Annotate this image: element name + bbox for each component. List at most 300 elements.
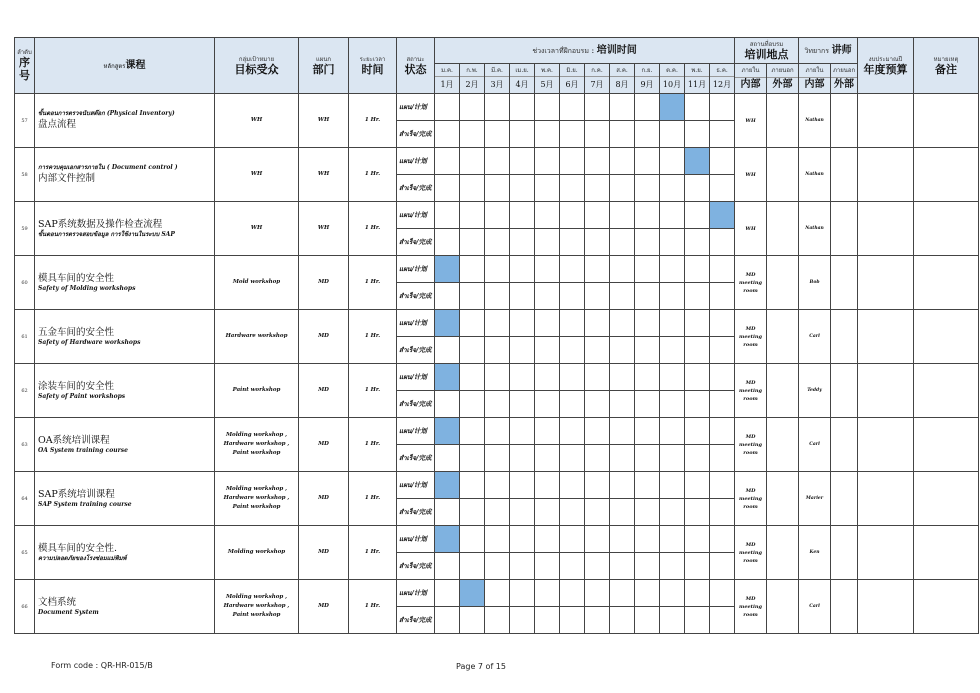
course-line-2: ความปลอดภัยของโรงซ่อมแม่พิมพ์ [38, 555, 127, 562]
duration: 1 Hr. [349, 472, 397, 526]
month-header: พ.ย. 11月 [685, 64, 710, 94]
course-line-2: ขั้นตอนการตรวจสอบข้อมูล การใช้งานในระบบ SAP [38, 231, 175, 238]
month-cell [585, 607, 610, 634]
month-cell [510, 337, 535, 364]
month-cell [585, 229, 610, 256]
trainer-external [831, 256, 858, 310]
table-row [15, 148, 979, 175]
month-cell [685, 337, 710, 364]
course-name [35, 202, 215, 256]
month-cell [660, 229, 685, 256]
location-line-1: WH [745, 117, 756, 124]
month-cell [460, 391, 485, 418]
department: WH [299, 94, 349, 148]
month-cell [535, 418, 560, 445]
status-done: สำเร็จ/完成 [397, 391, 435, 418]
month-cell [485, 148, 510, 175]
month-cell [510, 445, 535, 472]
month-cell [585, 121, 610, 148]
month-cell [610, 148, 635, 175]
month-cell [610, 499, 635, 526]
month-cell [635, 175, 660, 202]
location-internal [735, 94, 767, 148]
month-cell [510, 94, 535, 121]
month-cell [535, 553, 560, 580]
trainer-internal: Ken [799, 526, 831, 580]
status-done: สำเร็จ/完成 [397, 229, 435, 256]
table-header [15, 38, 979, 94]
location-line-1: MD [745, 595, 756, 602]
target-audience: WH [215, 202, 299, 256]
remark-cell [914, 148, 979, 202]
header-target: กลุ่มเป้าหมาย 目标受众 [215, 38, 299, 94]
month-cell [585, 418, 610, 445]
month-cell [560, 391, 585, 418]
department: MD [299, 580, 349, 634]
status-plan: แผน/计划 [397, 94, 435, 121]
month-cell [435, 283, 460, 310]
month-cell [510, 283, 535, 310]
month-cell [510, 418, 535, 445]
month-cell [510, 499, 535, 526]
header-trainer-external: ภายนอก 外部 [831, 64, 858, 94]
trainer-external [831, 148, 858, 202]
remark-cell [914, 580, 979, 634]
month-cell [560, 364, 585, 391]
status-plan: แผน/计划 [397, 526, 435, 553]
month-cell [485, 391, 510, 418]
month-cell [485, 580, 510, 607]
month-cell [460, 418, 485, 445]
trainer-external [831, 472, 858, 526]
month-cell [710, 553, 735, 580]
month-cell [560, 526, 585, 553]
month-cell [685, 526, 710, 553]
course-line-1: การควบคุมเอกสารภายใน ( Document control ) [38, 164, 178, 171]
month-cell [535, 337, 560, 364]
header-location-internal: ภายใน 内部 [735, 64, 767, 94]
month-cell [635, 445, 660, 472]
month-header: ธ.ค. 12月 [710, 64, 735, 94]
target-audience: Molding workshop , Hardware workshop , Paint workshop [215, 580, 299, 634]
month-cell [660, 553, 685, 580]
location-line-2: meeting room [739, 279, 763, 294]
course-line-2: 盘点流程 [38, 119, 77, 130]
month-cell [635, 94, 660, 121]
month-cell [635, 472, 660, 499]
month-cell [710, 94, 735, 121]
course-line-1: 文档系统 [38, 597, 77, 608]
month-cell [685, 499, 710, 526]
trainer-external [831, 202, 858, 256]
remark-cell [914, 202, 979, 256]
status-done: สำเร็จ/完成 [397, 175, 435, 202]
month-cell [610, 526, 635, 553]
month-cell [560, 229, 585, 256]
course-line-1: 模具车间的安全性 [38, 273, 115, 284]
budget-cell [858, 472, 914, 526]
month-header: มี.ค. 3月 [485, 64, 510, 94]
month-cell [435, 229, 460, 256]
form-code: Form code : QR-HR-015/B [51, 661, 153, 670]
training-plan-sheet [14, 37, 969, 641]
month-cell [710, 391, 735, 418]
month-cell [560, 148, 585, 175]
location-internal [735, 472, 767, 526]
month-cell [510, 364, 535, 391]
month-cell [435, 148, 460, 175]
month-cell [510, 580, 535, 607]
trainer-external [831, 364, 858, 418]
month-cell [635, 553, 660, 580]
month-cell [460, 607, 485, 634]
month-cell-scheduled [435, 472, 460, 499]
month-header: พ.ค. 5月 [535, 64, 560, 94]
month-cell [660, 283, 685, 310]
month-cell [585, 337, 610, 364]
duration: 1 Hr. [349, 94, 397, 148]
month-cell-scheduled [435, 418, 460, 445]
department: WH [299, 148, 349, 202]
row-number: 58 [15, 148, 35, 202]
month-cell [535, 526, 560, 553]
course-name [35, 94, 215, 148]
month-cell [535, 148, 560, 175]
month-cell [535, 472, 560, 499]
month-cell [685, 391, 710, 418]
target-audience: Molding workshop , Hardware workshop , Paint workshop [215, 418, 299, 472]
location-line-2: meeting room [739, 495, 763, 510]
month-cell [685, 418, 710, 445]
month-header: มิ.ย. 6月 [560, 64, 585, 94]
month-cell [660, 148, 685, 175]
duration: 1 Hr. [349, 526, 397, 580]
target-audience: Hardware workshop [215, 310, 299, 364]
duration: 1 Hr. [349, 418, 397, 472]
location-internal [735, 202, 767, 256]
month-cell [685, 121, 710, 148]
month-cell [560, 121, 585, 148]
course-name [35, 526, 215, 580]
month-cell [660, 418, 685, 445]
remark-cell [914, 310, 979, 364]
month-cell [560, 607, 585, 634]
course-name [35, 148, 215, 202]
month-cell [460, 553, 485, 580]
month-cell-scheduled [710, 202, 735, 229]
trainer-internal: Carl [799, 310, 831, 364]
trainer-internal: Teddy [799, 364, 831, 418]
budget-cell [858, 418, 914, 472]
month-cell [485, 310, 510, 337]
month-cell [485, 94, 510, 121]
month-cell [710, 283, 735, 310]
table-row [15, 202, 979, 229]
month-cell [510, 202, 535, 229]
location-line-1: MD [745, 325, 756, 332]
budget-cell [858, 148, 914, 202]
month-cell [435, 499, 460, 526]
month-cell [635, 607, 660, 634]
month-cell-scheduled [435, 526, 460, 553]
month-cell [485, 283, 510, 310]
month-cell [710, 175, 735, 202]
month-cell-scheduled [435, 364, 460, 391]
month-cell [485, 418, 510, 445]
header-no: ลำดับ 序号 [15, 38, 35, 94]
month-cell [660, 256, 685, 283]
header-status: สถานะ 状态 [397, 38, 435, 94]
month-cell [560, 580, 585, 607]
month-cell [460, 148, 485, 175]
month-cell [635, 337, 660, 364]
month-cell [560, 283, 585, 310]
month-cell [610, 256, 635, 283]
department: MD [299, 310, 349, 364]
month-cell [660, 580, 685, 607]
status-plan: แผน/计划 [397, 364, 435, 391]
month-cell [560, 418, 585, 445]
month-cell [510, 148, 535, 175]
month-cell [485, 229, 510, 256]
month-cell [535, 391, 560, 418]
month-cell [460, 364, 485, 391]
course-line-1: 五金车间的安全性 [38, 327, 115, 338]
table-row [15, 256, 979, 283]
month-cell [585, 364, 610, 391]
location-external [767, 310, 799, 364]
duration: 1 Hr. [349, 580, 397, 634]
location-line-1: MD [745, 433, 756, 440]
month-cell [710, 472, 735, 499]
month-cell [710, 499, 735, 526]
month-cell [660, 202, 685, 229]
month-cell [710, 121, 735, 148]
month-cell [510, 607, 535, 634]
month-cell [635, 202, 660, 229]
month-cell [660, 445, 685, 472]
month-cell [685, 364, 710, 391]
month-cell [585, 94, 610, 121]
month-cell [635, 283, 660, 310]
month-cell [460, 229, 485, 256]
month-cell [485, 364, 510, 391]
trainer-external [831, 310, 858, 364]
remark-cell [914, 364, 979, 418]
location-internal [735, 256, 767, 310]
header-time: ระยะเวลา 时间 [349, 38, 397, 94]
budget-cell [858, 364, 914, 418]
table-row [15, 94, 979, 121]
month-header: ต.ค. 10月 [660, 64, 685, 94]
target-audience: Molding workshop [215, 526, 299, 580]
month-cell [585, 526, 610, 553]
month-cell [435, 580, 460, 607]
month-cell [510, 256, 535, 283]
month-cell [460, 310, 485, 337]
month-cell [510, 472, 535, 499]
location-external [767, 94, 799, 148]
month-cell [435, 553, 460, 580]
month-cell [610, 175, 635, 202]
month-cell [610, 391, 635, 418]
month-cell [610, 472, 635, 499]
month-cell [560, 499, 585, 526]
trainer-internal: Nathan [799, 202, 831, 256]
course-line-1: ขั้นตอนการตรวจนับสต๊อก (Physical Inventory) [38, 110, 175, 117]
month-cell [685, 310, 710, 337]
course-line-2: 内部文件控制 [38, 173, 96, 184]
course-name [35, 364, 215, 418]
location-external [767, 202, 799, 256]
month-cell [510, 175, 535, 202]
month-header: ก.ค. 7月 [585, 64, 610, 94]
month-cell [685, 202, 710, 229]
status-done: สำเร็จ/完成 [397, 283, 435, 310]
course-line-2: Safety of Hardware workshops [38, 339, 141, 346]
row-number: 60 [15, 256, 35, 310]
header-trainer-internal: ภายใน 内部 [799, 64, 831, 94]
month-cell [685, 553, 710, 580]
month-cell [610, 553, 635, 580]
target-audience: WH [215, 94, 299, 148]
location-internal [735, 310, 767, 364]
month-cell [660, 337, 685, 364]
month-cell [460, 94, 485, 121]
course-line-2: Document System [38, 609, 99, 616]
month-cell [535, 256, 560, 283]
department: MD [299, 526, 349, 580]
month-header: เม.ย. 4月 [510, 64, 535, 94]
month-cell [535, 445, 560, 472]
month-cell [685, 229, 710, 256]
month-header: ก.ย. 9月 [635, 64, 660, 94]
department: MD [299, 256, 349, 310]
trainer-internal: Nathan [799, 94, 831, 148]
month-cell [560, 256, 585, 283]
remark-cell [914, 94, 979, 148]
location-internal [735, 580, 767, 634]
month-cell [585, 202, 610, 229]
month-cell [710, 607, 735, 634]
trainer-external [831, 526, 858, 580]
month-cell [685, 580, 710, 607]
month-cell [435, 607, 460, 634]
month-cell [710, 148, 735, 175]
month-cell [635, 148, 660, 175]
location-line-1: WH [745, 225, 756, 232]
month-cell [660, 526, 685, 553]
month-cell [660, 472, 685, 499]
remark-cell [914, 418, 979, 472]
status-plan: แผน/计划 [397, 202, 435, 229]
month-cell [585, 256, 610, 283]
month-header: ก.พ. 2月 [460, 64, 485, 94]
month-cell [710, 418, 735, 445]
month-cell [610, 229, 635, 256]
target-audience: Paint workshop [215, 364, 299, 418]
department: MD [299, 364, 349, 418]
month-cell [460, 175, 485, 202]
month-cell [710, 580, 735, 607]
status-done: สำเร็จ/完成 [397, 445, 435, 472]
month-cell [560, 175, 585, 202]
month-cell [535, 310, 560, 337]
header-trainer: วิทยากร 讲师 [799, 38, 858, 64]
location-line-2: meeting room [739, 549, 763, 564]
month-cell [485, 256, 510, 283]
header-location-external: ภายนอก 外部 [767, 64, 799, 94]
month-cell [610, 337, 635, 364]
row-number: 65 [15, 526, 35, 580]
budget-cell [858, 526, 914, 580]
trainer-internal: Carl [799, 418, 831, 472]
month-cell [435, 94, 460, 121]
month-cell [460, 445, 485, 472]
budget-cell [858, 94, 914, 148]
month-cell [635, 364, 660, 391]
month-cell [660, 364, 685, 391]
month-cell [560, 445, 585, 472]
month-cell [610, 310, 635, 337]
trainer-internal: Nathan [799, 148, 831, 202]
month-cell-scheduled [685, 148, 710, 175]
budget-cell [858, 580, 914, 634]
month-cell [585, 445, 610, 472]
location-line-1: WH [745, 171, 756, 178]
month-cell [560, 94, 585, 121]
remark-cell [914, 526, 979, 580]
month-cell [710, 310, 735, 337]
target-audience: Mold workshop [215, 256, 299, 310]
month-cell [660, 175, 685, 202]
status-plan: แผน/计划 [397, 256, 435, 283]
month-cell [585, 310, 610, 337]
month-cell [510, 391, 535, 418]
month-cell [435, 445, 460, 472]
month-cell [610, 283, 635, 310]
month-cell [535, 175, 560, 202]
row-number: 62 [15, 364, 35, 418]
month-cell [585, 499, 610, 526]
month-header: ส.ค. 8月 [610, 64, 635, 94]
budget-cell [858, 256, 914, 310]
month-cell [560, 310, 585, 337]
status-plan: แผน/计划 [397, 580, 435, 607]
month-cell [710, 364, 735, 391]
month-cell [485, 607, 510, 634]
course-name [35, 472, 215, 526]
month-cell [460, 283, 485, 310]
month-cell [485, 202, 510, 229]
target-audience: Molding workshop , Hardware workshop , Paint workshop [215, 472, 299, 526]
month-cell [510, 229, 535, 256]
month-cell [485, 445, 510, 472]
header-remark: หมายเหตุ 备注 [914, 38, 979, 94]
month-cell [535, 121, 560, 148]
month-cell [710, 526, 735, 553]
month-cell-scheduled [435, 310, 460, 337]
location-internal [735, 364, 767, 418]
table-row [15, 472, 979, 499]
trainer-external [831, 418, 858, 472]
status-plan: แผน/计划 [397, 472, 435, 499]
location-external [767, 472, 799, 526]
month-cell [610, 607, 635, 634]
course-name [35, 256, 215, 310]
month-cell [710, 445, 735, 472]
remark-cell [914, 256, 979, 310]
